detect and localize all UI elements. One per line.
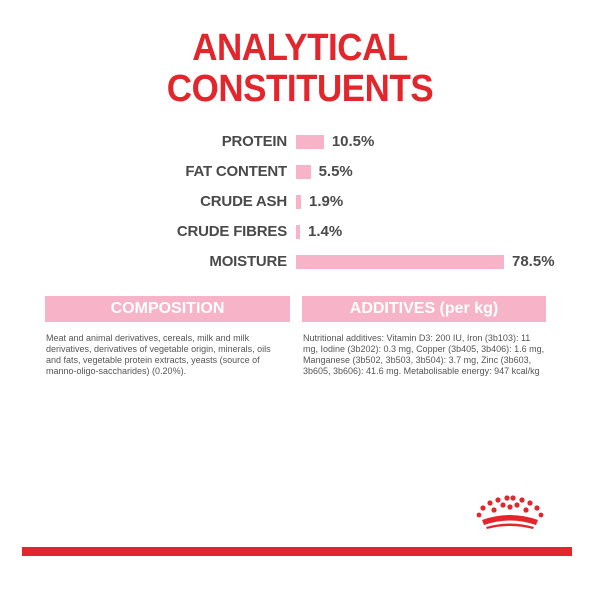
chart-row (0, 190, 600, 214)
value-bar (296, 225, 300, 239)
value-bar (296, 135, 324, 149)
value-label: 1.9% (309, 193, 344, 210)
value-label: 10.5% (331, 133, 375, 150)
value-label: 1.4% (308, 223, 343, 240)
composition-text: Meat and animal derivatives, cereals, milk and milk derivatives, derivatives of vegetable origin, minerals, oils and fats, vegetable protein extracts, yeasts (source of manno-oligo-saccharides) (0.20%). (46, 333, 271, 376)
value-label: 78.5% (512, 253, 555, 270)
chart-row (0, 160, 600, 184)
chart-row (0, 250, 600, 274)
value-label: 5.5% (318, 163, 353, 180)
chart-row (0, 220, 600, 244)
title-line-1: ANALYTICAL (192, 27, 408, 69)
additives-text: Nutritional additives: Vitamin D3: 200 IU, Iron (3b103): 11 mg, Iodine (3b202): 0.3 mg, Copper (3b405, 3b406): 1.6 mg, Manganese (3b502, 3b503, 3b504): 3.7 mg, Zinc (3b603, 3b605, 3b606): 41.6 mg. Metabolisable energy: 947 kcal/kg (303, 333, 545, 376)
composition-heading: COMPOSITION (45, 296, 290, 322)
title-line-2: CONSTITUENTS (166, 68, 434, 110)
category-label: MOISTURE (209, 253, 287, 270)
value-bar (296, 255, 504, 269)
value-bar (296, 195, 301, 209)
category-label: CRUDE FIBRES (176, 223, 287, 240)
chart-row (0, 130, 600, 154)
footer-divider (22, 547, 572, 556)
value-bar (296, 165, 311, 179)
category-label: FAT CONTENT (185, 163, 287, 180)
additives-heading: ADDITIVES (per kg) (302, 296, 546, 322)
category-label: CRUDE ASH (200, 193, 287, 210)
category-label: PROTEIN (221, 133, 287, 150)
crown-icon (474, 494, 546, 530)
